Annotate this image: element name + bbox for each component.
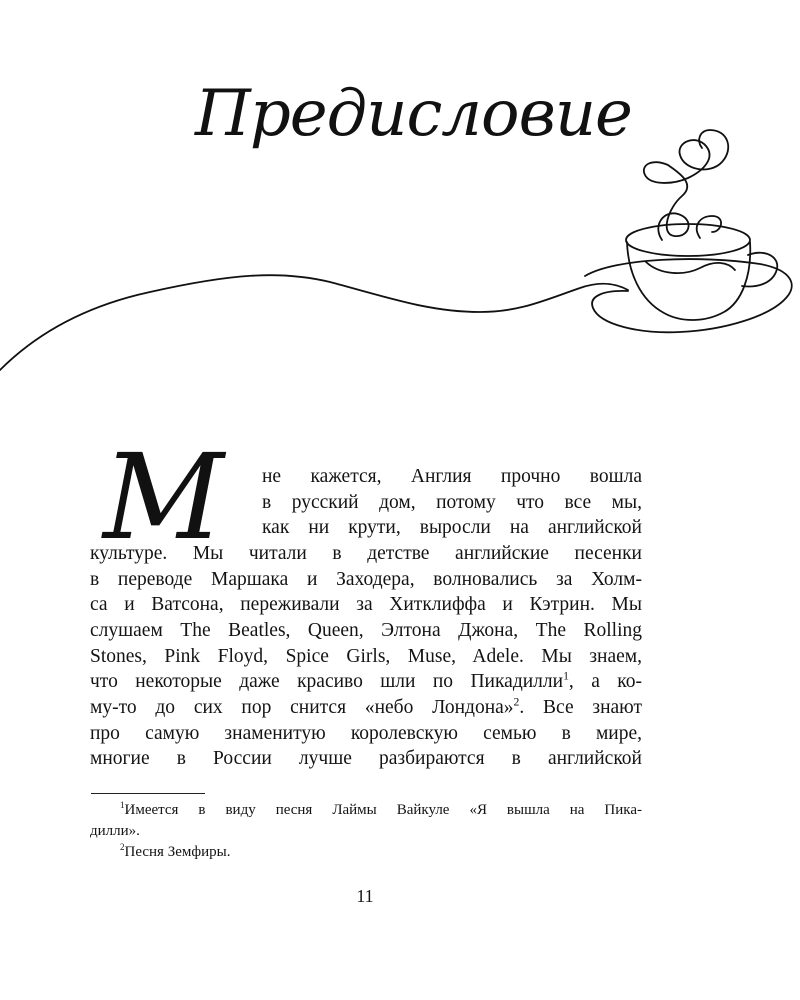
footnote-text: Песня Земфиры. bbox=[124, 844, 231, 860]
drop-cap: М bbox=[103, 428, 224, 566]
page-number: 11 bbox=[356, 886, 374, 906]
body-line: как ни крути, выросли на английской bbox=[262, 517, 642, 538]
footnote-ref: 2 bbox=[513, 695, 520, 709]
body-line: в русский дом, потому что все мы, bbox=[262, 492, 642, 513]
wave-line-icon bbox=[0, 275, 628, 370]
footnote-line: дилли». bbox=[90, 823, 140, 839]
decorative-line-art bbox=[0, 0, 800, 400]
body-text: , а ко- bbox=[568, 671, 642, 692]
footnote-ref: 1 bbox=[563, 669, 569, 683]
body-line: Stones, Pink Floyd, Spice Girls, Muse, Adele. Мы знаем, bbox=[90, 646, 642, 667]
footnote-line bbox=[120, 800, 642, 820]
footnote-divider bbox=[91, 793, 205, 794]
body-line: са и Ватсона, переживали за Хитклиффа и Кэтрин. Мы bbox=[90, 594, 642, 615]
body-line bbox=[90, 695, 642, 721]
body-line: в переводе Маршака и Заходера, волновались за Холм- bbox=[90, 569, 642, 590]
body-line: слушаем The Beatles, Queen, Элтона Джона, The Rolling bbox=[90, 620, 642, 641]
chapter-title: Предисловие bbox=[195, 77, 632, 151]
footnote-line bbox=[120, 842, 230, 862]
body-text: . Все знают bbox=[519, 697, 642, 718]
body-text: му-то до сих пор снится «небо Лондона» bbox=[90, 697, 514, 718]
body-line: культуре. Мы читали в детстве английские песенки bbox=[90, 543, 642, 564]
body-text: что некоторые даже красиво шли по Пикадилли bbox=[90, 671, 564, 692]
footnote-text: Имеется в виду песня Лаймы Вайкуле «Я вышла на Пика- bbox=[124, 802, 642, 818]
footnote-mark: 1 bbox=[120, 800, 125, 810]
body-line: не кажется, Англия прочно вошла bbox=[262, 466, 642, 487]
footnote-mark: 2 bbox=[120, 842, 125, 852]
body-line: многие в России лучше разбираются в английской bbox=[90, 748, 642, 769]
body-line: про самую знаменитую королевскую семью в мире, bbox=[90, 723, 642, 744]
teacup-line-art-icon bbox=[585, 130, 792, 332]
body-line bbox=[90, 669, 642, 695]
